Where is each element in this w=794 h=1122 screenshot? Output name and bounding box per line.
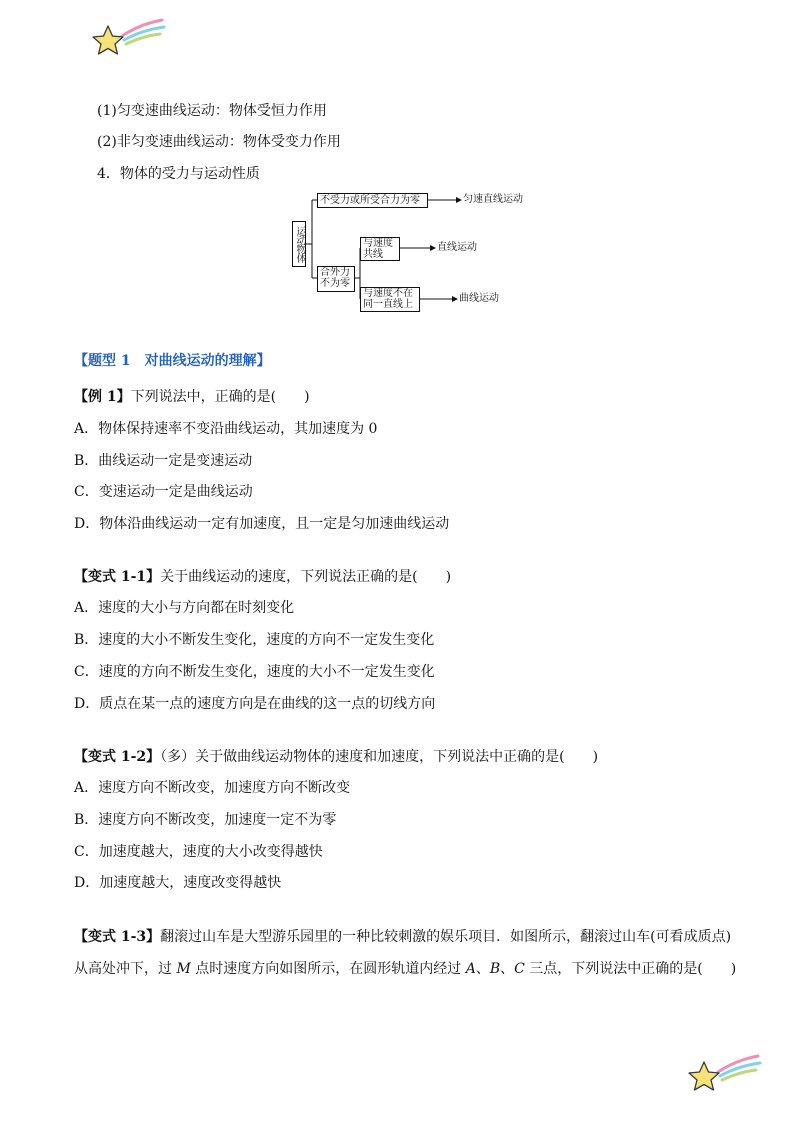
point-m-label: M [176,961,191,977]
variant-1-2-stem [74,747,598,767]
variant-1-2-option-d: D．加速度越大，速度改变得越快 [74,875,282,891]
variant-1-2-option-c: C．加速度越大，速度的大小改变得越快 [74,844,323,860]
flowchart-result-straight: 直线运动 [437,242,477,253]
point-a-label: A [465,961,476,977]
variant-1-3-text-2a: 从高处冲下，过 [74,961,177,977]
flowchart-no-force-box: 不受力或所受合力为零 [317,193,428,208]
variant-1-3-tag: 【变式 1-3】 [74,929,161,945]
variant-1-1-option-a: A．速度的大小与方向都在时刻变化 [74,600,295,616]
flowchart-collinear-box: 与速度共线 [360,237,400,261]
point-2: (2)非匀变速曲线运动：物体受变力作用 [97,134,341,150]
variant-1-3-text-2c: 三点，下列说法中正确的是( ) [524,961,737,977]
variant-1-3-text-1: 翻滚过山车是大型游乐园里的一种比较刺激的娱乐项目．如图所示，翻滚过山车(可看成质点) [160,929,732,945]
variant-1-2-text: （多）关于做曲线运动物体的速度和加速度，下列说法中正确的是( ) [160,749,599,765]
separator: 、 [475,961,490,977]
separator: 、 [500,961,515,977]
flowchart-root-box: 运动物体 [292,221,306,267]
variant-1-3-text-2b: 点时速度方向如图所示，在圆形轨道内经过 [190,961,466,977]
shooting-star-icon [88,14,168,62]
variant-1-1-option-b: B．速度的大小不断发生变化，速度的方向不一定发生变化 [74,632,435,648]
variant-1-3-line-1 [74,927,731,947]
example-1-option-c: C．变速运动一定是曲线运动 [74,484,253,500]
flowchart-not-collinear-box: 与速度不在同一直线上 [360,287,420,312]
example-1-stem [74,387,310,407]
variant-1-1-text: 关于曲线运动的速度，下列说法正确的是( ) [160,569,452,585]
flowchart-result-curve: 曲线运动 [459,293,499,304]
variant-1-1-stem [74,567,451,587]
variant-1-1-tag: 【变式 1-1】 [74,569,161,585]
variant-1-2-option-a: A．速度方向不断改变，加速度方向不断改变 [74,780,351,796]
example-1-option-b: B．曲线运动一定是变速运动 [74,453,253,469]
flowchart-net-force-box: 合外力不为零 [317,266,355,292]
example-1-option-d: D．物体沿曲线运动一定有加速度，且一定是匀加速曲线运动 [74,516,450,532]
heading-4: 4．物体的受力与运动性质 [97,166,260,182]
variant-1-2-tag: 【变式 1-2】 [74,749,161,765]
shooting-star-icon [684,1050,764,1098]
example-1-option-a: A．物体保持速率不变沿曲线运动，其加速度为 0 [74,421,378,437]
variant-1-1-option-d: D．质点在某一点的速度方向是在曲线的这一点的切线方向 [74,696,436,712]
example-1-tag: 【例 1】 [74,389,131,405]
point-1: (1)匀变速曲线运动：物体受恒力作用 [97,103,327,119]
section-title: 【题型 1 对曲线运动的理解】 [74,353,271,369]
example-1-text: 下列说法中，正确的是( ) [130,389,310,405]
variant-1-3-line-2 [74,959,736,979]
point-c-label: C [514,961,525,977]
flowchart-result-uniform: 匀速直线运动 [463,194,523,205]
variant-1-1-option-c: C．速度的方向不断发生变化，速度的大小不一定发生变化 [74,664,435,680]
point-b-label: B [489,961,501,977]
variant-1-2-option-b: B．速度方向不断改变，加速度一定不为零 [74,812,337,828]
